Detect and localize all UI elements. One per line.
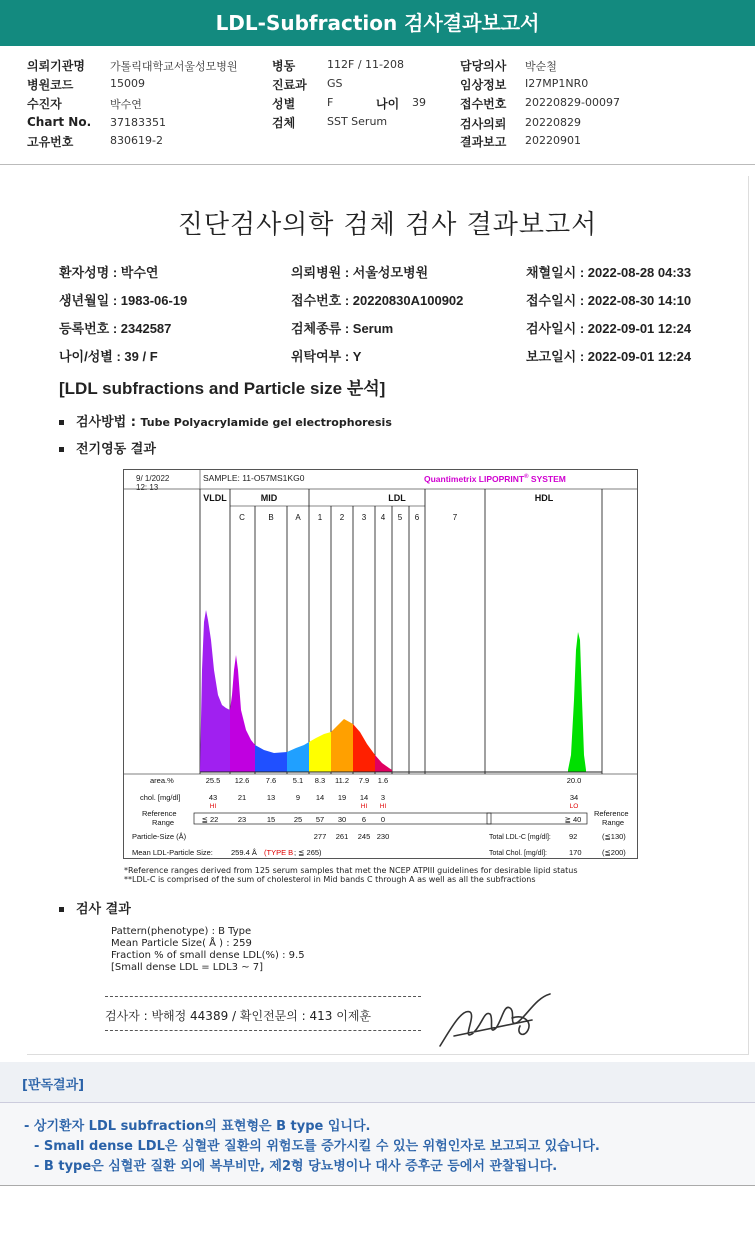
- hdr-key: 검체: [272, 116, 296, 130]
- row-label: area.%: [150, 776, 174, 785]
- chol-value: 14: [315, 793, 325, 802]
- patient-field: 검사일시 : 2022-09-01 12:24: [526, 321, 692, 336]
- electro-label: 전기영동 결과: [76, 442, 156, 457]
- patient-field: 의뢰병원 : 서울성모병원: [291, 265, 429, 280]
- total-chol-value: 170: [569, 848, 582, 857]
- group-label: MID: [260, 493, 278, 503]
- hdr-key: 임상정보: [460, 78, 507, 92]
- band-label: C: [239, 513, 245, 522]
- band-label: A: [295, 513, 301, 522]
- group-label: VLDL: [203, 493, 227, 503]
- chol-flag: HI: [209, 803, 217, 810]
- area-value: 5.1: [292, 776, 304, 785]
- patient-field: 환자성명 : 박수연: [59, 265, 159, 280]
- band-labels: [203, 493, 553, 522]
- ref-value: 57: [315, 815, 325, 824]
- summary-line: Mean Particle Size( Å ) : 259: [111, 938, 252, 949]
- electrophoresis-chart: [123, 469, 638, 859]
- chart-svg: [124, 470, 637, 858]
- hdr-value: 20220901: [525, 134, 581, 147]
- hdr-key: 의뢰기관명: [27, 59, 85, 73]
- hdr-value: 37183351: [110, 116, 166, 129]
- band-label: 3: [361, 513, 367, 522]
- hdr-value: 20220829: [525, 116, 581, 129]
- result-line: [59, 898, 131, 917]
- hdr-value: F: [327, 96, 334, 109]
- bullet-icon: [59, 907, 64, 912]
- row-label: Range: [152, 818, 175, 827]
- opinion-line: - Small dense LDL은 심혈관 질환의 위험도를 증가시킬 수 있는 위험인자로 보고되고 있습니다.: [34, 1139, 600, 1154]
- hdr-key: 병동: [272, 59, 296, 73]
- chol-value: 19: [337, 793, 347, 802]
- area-value: 25.5: [205, 776, 221, 785]
- chol-value: 3: [380, 793, 386, 802]
- total-chol-ref: (≦200): [602, 848, 626, 857]
- band-label: 4: [380, 513, 386, 522]
- ref-label-right: Range: [602, 818, 625, 827]
- row-label: Reference: [142, 809, 177, 818]
- opinion-line: - B type은 심혈관 질환 외에 복부비만, 제2형 당뇨병이나 대사 증후군 등에서 관찰됩니다.: [34, 1159, 558, 1174]
- opinion-line: - 상기환자 LDL subfraction의 표현형은 B type 입니다.: [24, 1119, 371, 1134]
- method-label: 검사방법 :: [76, 415, 136, 430]
- total-ldl-label: Total LDL-C [mg/dl]:: [489, 834, 551, 841]
- hdr-key: 검사의뢰: [460, 117, 507, 131]
- patient-field: 위탁여부 : Y: [291, 349, 362, 364]
- patient-field: 접수일시 : 2022-08-30 14:10: [526, 293, 692, 308]
- ref-value: 30: [337, 815, 347, 824]
- area-value: 11.2: [334, 776, 350, 785]
- chol-value: 14: [359, 793, 369, 802]
- request-info: [0, 46, 755, 164]
- band-label: 1: [317, 513, 323, 522]
- chol-value: 21: [237, 793, 247, 802]
- bullet-icon: [59, 447, 64, 452]
- ldl2-peak: [331, 719, 353, 772]
- footnote: **LDL-C is comprised of the sum of cholesterol in Mid bands C through A as well as all the subfractions: [124, 875, 536, 884]
- size-value: 277: [313, 832, 327, 841]
- area-value: 7.9: [358, 776, 370, 785]
- signature-image: [432, 988, 557, 1052]
- electro-line: [59, 438, 156, 457]
- result-table: [132, 776, 629, 857]
- chart-time: 12: 13: [136, 483, 159, 492]
- section-title: [LDL subfractions and Particle size 분석]: [59, 379, 386, 398]
- ref-value: 15: [266, 815, 276, 824]
- area-value: 8.3: [314, 776, 326, 785]
- row-label: chol. [mg/dl]: [140, 793, 181, 802]
- hdr-value: GS: [327, 77, 343, 90]
- hdr-value: 15009: [110, 77, 145, 90]
- ref-value: ≧ 40: [564, 815, 582, 824]
- sign-rule: [105, 996, 421, 997]
- banner-title: LDL-Subfraction 검사결과보고서: [215, 11, 540, 35]
- chol-value: 9: [295, 793, 301, 802]
- chart-brand: [424, 473, 566, 484]
- chart-date: 9/ 1/2022: [136, 474, 170, 483]
- density-trace: [200, 610, 602, 772]
- divider: [0, 1185, 755, 1186]
- size-value: 245: [357, 832, 371, 841]
- summary-line: [Small dense LDL = LDL3 ~ 7]: [111, 962, 264, 973]
- total-chol-label: Total Chol. [mg/dl]:: [489, 850, 547, 857]
- patient-field: 채혈일시 : 2022-08-28 04:33: [526, 265, 692, 280]
- total-ldl-value: 92: [569, 832, 578, 841]
- area-value: 20.0: [566, 776, 582, 785]
- method-value: Tube Polyacrylamide gel electrophoresis: [140, 416, 392, 429]
- hdr-value: 가톨릭대학교서울성모병원: [110, 60, 238, 73]
- group-label: HDL: [534, 493, 554, 503]
- group-label: LDL: [388, 493, 406, 503]
- mean-size-label: Mean LDL-Particle Size:: [132, 848, 213, 857]
- mean-size-value: 259.4 Å: [231, 848, 257, 857]
- hdr-value: 112F / 11-208: [327, 58, 404, 71]
- patient-field: 보고일시 : 2022-09-01 12:24: [526, 349, 692, 364]
- brand-name: Quantimetrix LIPOPRINT: [424, 474, 525, 484]
- summary-line: Fraction % of small dense LDL(%) : 9.5: [111, 950, 305, 961]
- chol-flag: HI: [379, 803, 387, 810]
- ref-value: ≦ 22: [201, 815, 219, 824]
- band-label: 5: [397, 513, 403, 522]
- hdr-value: SST Serum: [327, 115, 388, 128]
- ldl1-peak: [309, 732, 331, 772]
- band-label: 2: [339, 513, 345, 522]
- size-value: 230: [376, 832, 390, 841]
- hdr-key: 담당의사: [460, 59, 507, 73]
- ref-value: 23: [237, 815, 247, 824]
- ldl4-peak: [375, 755, 392, 772]
- mean-size-type: (TYPE B: [264, 848, 294, 857]
- chol-flag: HI: [360, 803, 368, 810]
- sign-rule: [105, 1030, 421, 1031]
- ref-value: 6: [361, 815, 367, 824]
- hdl-peak: [568, 632, 586, 772]
- patient-field: 접수번호 : 20220830A100902: [291, 293, 464, 308]
- hdr-value: 박순철: [525, 60, 557, 73]
- hdr-key: 결과보고: [460, 135, 507, 149]
- bullet-icon: [59, 420, 64, 425]
- hdr-key: Chart No.: [27, 115, 92, 129]
- mid-a-peak: [287, 742, 309, 772]
- chol-value: 43: [208, 793, 218, 802]
- size-value: 261: [335, 832, 349, 841]
- total-ldl-ref: (≦130): [602, 832, 626, 841]
- area-value: 12.6: [234, 776, 250, 785]
- vldl-peak: [200, 610, 230, 772]
- mid-c-peak: [230, 655, 255, 772]
- opinion-body: [0, 1102, 755, 1185]
- hdr-key: 성별: [272, 97, 296, 111]
- band-dividers: [200, 489, 602, 774]
- divider: [0, 164, 755, 165]
- hdr-value: 39: [412, 96, 426, 109]
- hdr-key: 수진자: [27, 97, 62, 111]
- hdr-value: 830619-2: [110, 134, 163, 147]
- patient-field: 나이/성별 : 39 / F: [59, 349, 158, 364]
- opinion-title: [판독결과]: [22, 1078, 85, 1093]
- hdr-key: 고유번호: [27, 135, 74, 149]
- hdr-value: 20220829-00097: [525, 96, 620, 109]
- chol-flag: LO: [569, 803, 579, 810]
- hdr-key: 나이: [376, 97, 400, 111]
- row-label: Particle-Size (Å): [132, 832, 187, 841]
- result-label: 검사 결과: [76, 902, 131, 917]
- area-value: 7.6: [265, 776, 277, 785]
- brand-tail: SYSTEM: [528, 474, 566, 484]
- report-banner: [0, 0, 755, 46]
- hdr-key: 접수번호: [460, 97, 507, 111]
- mean-size-ref: ; ≦ 265): [294, 848, 322, 857]
- band-label: B: [268, 513, 274, 522]
- opinion-header: [0, 1062, 755, 1102]
- result-summary: [111, 926, 305, 974]
- brand-mark: ®: [524, 474, 529, 480]
- area-value: 1.6: [377, 776, 389, 785]
- hdr-key: 진료과: [272, 78, 307, 92]
- ldl3-peak: [353, 724, 375, 772]
- report-title: 진단검사의학 검체 검사 결과보고서: [177, 210, 598, 240]
- hdr-value: 박수연: [110, 98, 142, 111]
- summary-line: Pattern(phenotype) : B Type: [111, 926, 252, 937]
- patient-field: 검체종류 : Serum: [291, 321, 394, 336]
- band-label: 7: [452, 513, 458, 522]
- method-line: [59, 411, 392, 430]
- footnote: *Reference ranges derived from 125 serum samples that met the NCEP ATPIII guidelines for desirable lipid status: [124, 866, 578, 875]
- signature-line: 검사자 : 박해정 44389 / 확인전문의 : 413 이제훈: [105, 1009, 372, 1023]
- lab-report: [27, 176, 749, 1055]
- patient-field: 등록번호 : 2342587: [59, 321, 172, 336]
- chol-value: 13: [266, 793, 276, 802]
- ref-value: 0: [380, 815, 386, 824]
- chart-sample: SAMPLE: 11-O57MS1KG0: [203, 473, 305, 483]
- ref-label-right: Reference: [594, 809, 629, 818]
- mid-b-peak: [255, 745, 287, 772]
- hdr-value: I27MP1NR0: [525, 77, 589, 90]
- ref-value: 25: [293, 815, 303, 824]
- patient-field: 생년월일 : 1983-06-19: [59, 293, 188, 308]
- chol-value: 34: [569, 793, 579, 802]
- band-label: 6: [414, 513, 420, 522]
- hdr-key: 병원코드: [27, 78, 74, 92]
